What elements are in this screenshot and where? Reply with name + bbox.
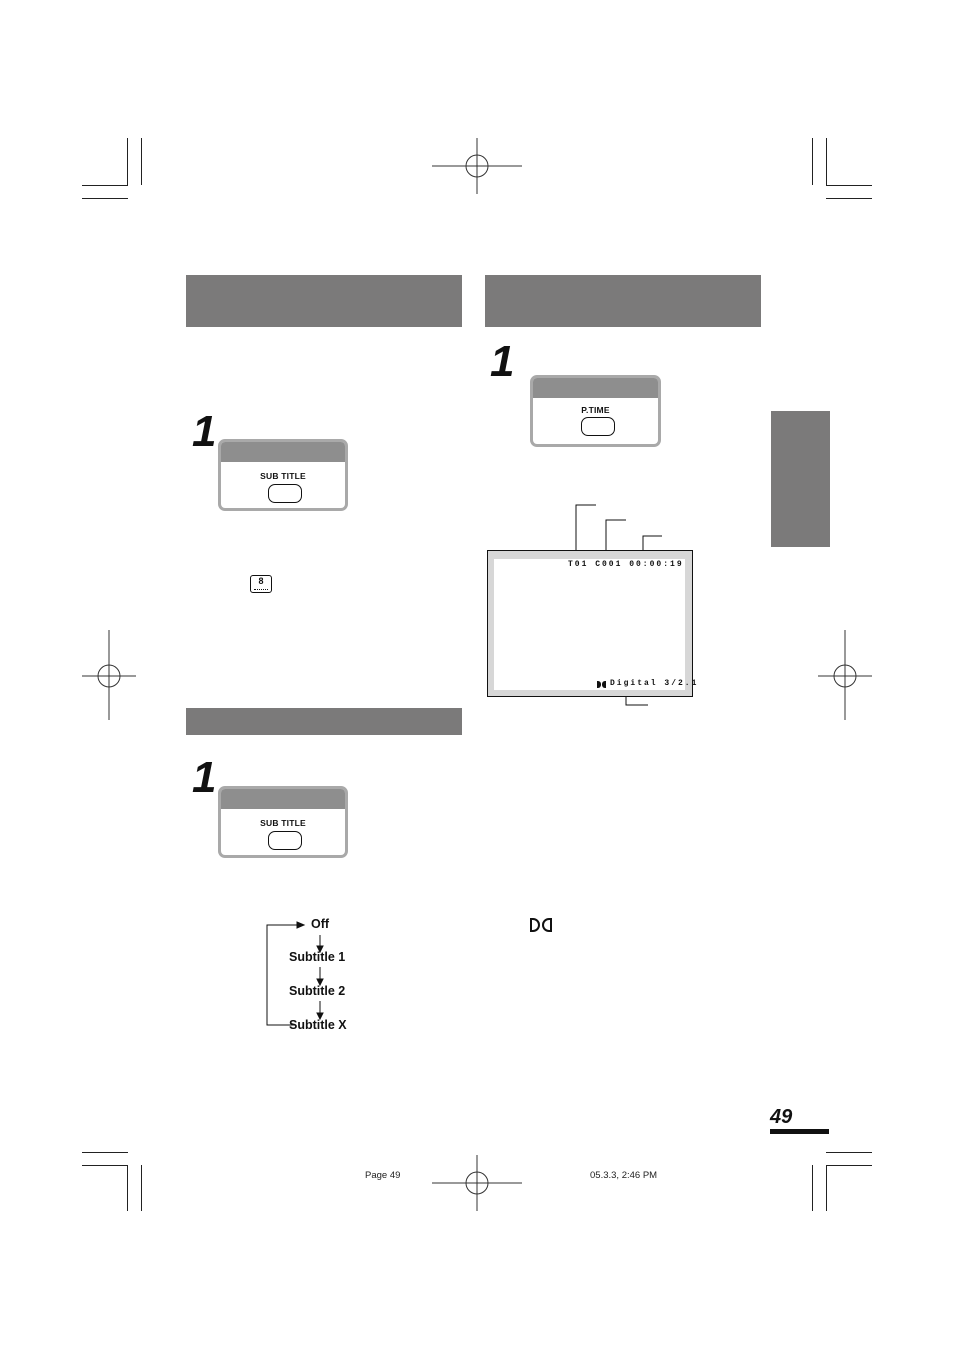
number-key-icon [250,575,272,593]
section-header-ptime [485,275,761,327]
page-number-rule [770,1129,829,1134]
section-header-subtitle-cycle [186,708,462,735]
subtitle-button[interactable] [268,484,302,503]
button-label: SUB TITLE [260,818,306,828]
remote-panel-subtitle [218,439,348,511]
step-number: 1 [490,337,515,386]
cycle-item: Subtitle 1 [289,950,346,964]
cycle-item: Subtitle 2 [289,984,346,998]
footer-timestamp: 05.3.3, 2:46 PM [590,1170,658,1181]
ptime-button[interactable] [581,417,615,436]
dolby-digital-icon [530,918,554,932]
dolby-icon [597,681,607,688]
button-label: SUB TITLE [260,471,306,481]
osd-title-chapter-time: T01 C001 00:00:19 [568,560,684,569]
subtitle-button[interactable] [268,831,302,850]
number-key-label: 8 [258,576,264,586]
subtitle-cycle-arrows [260,915,360,1035]
step-number: 1 [192,753,217,802]
footer-page: Page 49 [365,1170,401,1181]
cycle-item: Off [311,917,330,931]
osd-audio-format: Digital 3/2.1 [610,679,699,688]
side-tab [771,411,830,547]
tv-screen-inner [494,559,685,690]
remote-panel-ptime [530,375,661,447]
tv-screen [487,550,693,697]
remote-panel-subtitle-cycle [218,786,348,858]
page-number: 49 [770,1106,793,1128]
step-number: 1 [192,407,217,456]
section-header-subtitle [186,275,462,327]
button-label: P.TIME [581,405,610,415]
cycle-item: Subtitle X [289,1018,347,1032]
